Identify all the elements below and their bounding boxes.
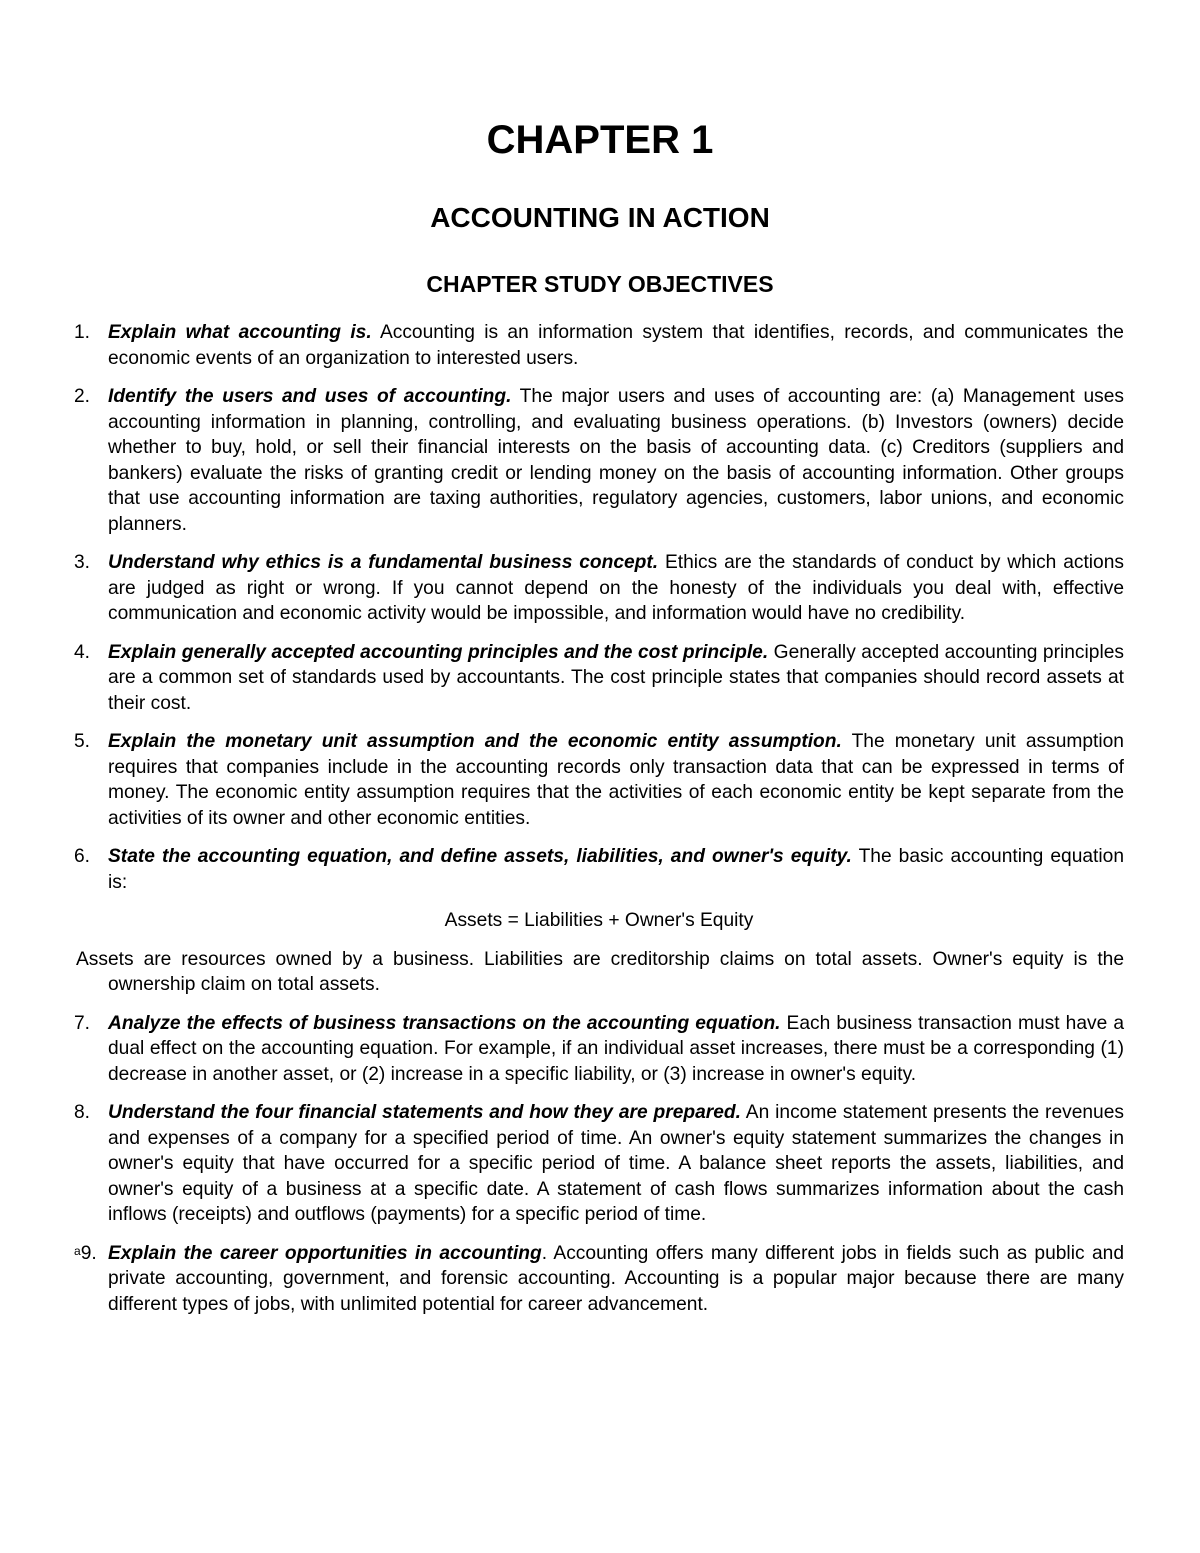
objective-title: Explain generally accepted accounting principles and the cost principle.: [108, 641, 769, 663]
objective-number: 2.: [74, 386, 91, 407]
chapter-subtitle: ACCOUNTING IN ACTION: [430, 202, 770, 233]
objective-body: The monetary unit assumption requires that companies include in the accounting records only transaction data that can be expressed in terms of money. The economic entity assumption requires that the activities of each economic entity be kept separate from the activities of its owner and other economic entities.: [108, 731, 1124, 829]
objective-title: Explain what accounting is.: [108, 322, 372, 343]
objective-body: The major users and uses of accounting are: (a) Management uses accounting information in planning, controlling, and evaluating business operations. (b) Investors (owners) decide whether to buy, hold, or sell their financial interests on the basis of accounting data. (c) Creditors (suppliers and bankers) evaluate the risks of granting credit or lending money on the basis of accounting information. Other groups that use accounting information are taxing authorities, regulatory agencies, customers, labor unions, and economic planners.: [108, 386, 1124, 535]
objective-number: 4.: [74, 641, 91, 663]
objective-number-wrap: [74, 1241, 97, 1267]
objective-title: Explain the career opportunities in accounting: [108, 1242, 542, 1264]
objective-title: Explain the monetary unit assumption and the economic entity assumption.: [108, 731, 842, 752]
objective-title: Identify the users and uses of accounting.: [108, 386, 512, 407]
objective-8: [74, 1100, 1124, 1228]
objective-body: Each business transaction must have a dual effect on the accounting equation. For example, if an individual asset increases, there must be a corresponding (1) decrease in another asset, or (2) increase in a specific liability, or (3) increase in owner's equity.: [108, 1012, 1124, 1085]
objectives-list: [74, 320, 1124, 1330]
objective-number: 1.: [74, 322, 91, 343]
objective-title: Analyze the effects of business transactions on the accounting equation.: [108, 1012, 781, 1034]
section-heading: CHAPTER STUDY OBJECTIVES: [426, 271, 774, 297]
chapter-title: CHAPTER 1: [486, 118, 714, 162]
objective-6: [74, 844, 1124, 895]
objective-title: State the accounting equation, and define assets, liabilities, and owner's equity.: [108, 846, 852, 867]
objective-body: Generally accepted accounting principles are a common set of standards used by accountants. The cost principle states that companies should record assets at their cost.: [108, 641, 1124, 714]
objective-number: 3.: [74, 552, 91, 573]
objective-number: 5.: [74, 731, 91, 752]
objective-3: [74, 550, 1124, 627]
objective-number: 8.: [74, 1102, 91, 1123]
objective-body: The basic accounting equation is:: [108, 846, 1124, 893]
objective-7: [74, 1011, 1124, 1088]
accounting-equation: Assets = Liabilities + Owner's Equity: [444, 910, 754, 931]
objective-9: [74, 1241, 1124, 1318]
objective-5: [74, 729, 1124, 831]
objective-body: An income statement presents the revenues and expenses of a company for a specified period of time. An owner's equity statement summarizes the changes in owner's equity that have occurred for a specific period of time. A balance sheet reports the assets, liabilities, and owner's equity of a business at a specific date. A statement of cash flows summarizes information about the cash inflows (receipts) and outflows (payments) for a specific period of time.: [108, 1102, 1124, 1225]
objective-2: [74, 384, 1124, 537]
equation-definitions: Assets are resources owned by a business. Liabilities are creditorship claims on total assets. Owner's equity is the ownership claim on total assets.: [76, 948, 1124, 995]
objective-superscript: a: [74, 1243, 81, 1258]
objective-4: [74, 640, 1124, 717]
objective-body: Accounting is an information system that identifies, records, and communicates the economic events of an organization to interested users.: [108, 322, 1124, 369]
objective-number: 7.: [74, 1012, 91, 1034]
objective-body: . Accounting offers many different jobs in fields such as public and private accounting, government, and forensic accounting. Accounting is a popular major because there are many different types of jobs, with unlimited potential for career advancement.: [108, 1242, 1124, 1315]
objective-number: 6.: [74, 846, 91, 867]
objective-1: [74, 320, 1124, 371]
objective-title: Understand why ethics is a fundamental business concept.: [108, 552, 659, 573]
objective-number: 9.: [80, 1242, 97, 1264]
objective-title: Understand the four financial statements and how they are prepared.: [108, 1102, 741, 1123]
objective-body: Ethics are the standards of conduct by which actions are judged as right or wrong. If you cannot depend on the honesty of the individuals you deal with, effective communication and economic activity would be impossible, and information would have no credibility.: [108, 552, 1124, 624]
